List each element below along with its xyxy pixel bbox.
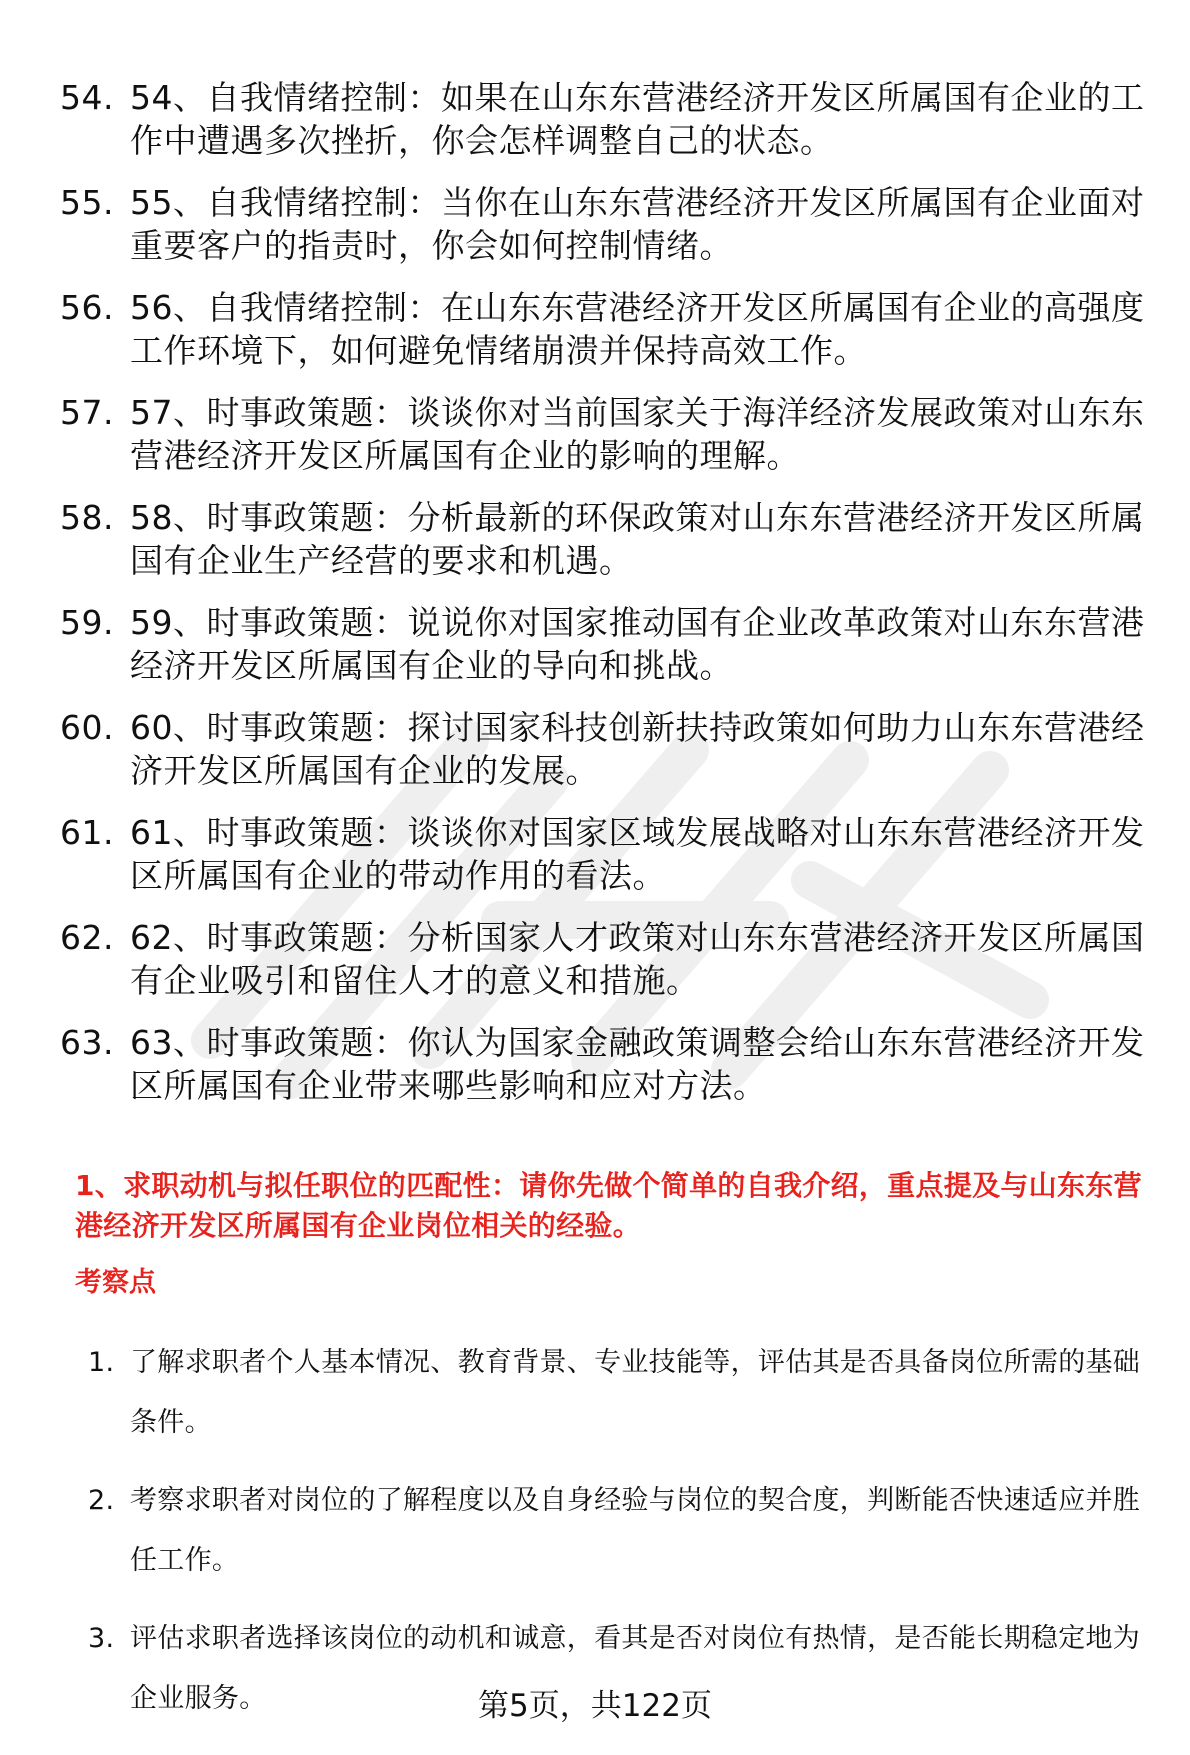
question-number: 54.	[60, 78, 114, 117]
question-number: 63.	[60, 1023, 114, 1062]
question-number: 58.	[60, 498, 114, 537]
list-item	[88, 1333, 1163, 1453]
list-item	[60, 286, 1160, 372]
question-number: 61.	[60, 813, 114, 852]
question-text: 59、时事政策题：说说你对国家推动国有企业改革政策对山东东营港经济开发区所属国有企业的导向和挑战。	[130, 603, 1145, 685]
list-item	[60, 706, 1160, 792]
section-heading: 考察点	[75, 1267, 156, 1298]
question-number: 62.	[60, 918, 114, 957]
point-number: 1.	[88, 1347, 115, 1378]
list-item	[60, 181, 1160, 267]
question-number: 59.	[60, 603, 114, 642]
list-item	[60, 496, 1160, 582]
question-number: 55.	[60, 183, 114, 222]
question-text: 61、时事政策题：谈谈你对国家区域发展战略对山东东营港经济开发区所属国有企业的带动作用的看法。	[130, 813, 1145, 895]
list-item	[60, 601, 1160, 687]
assessment-points-list	[88, 1333, 1163, 1747]
list-item	[60, 916, 1160, 1002]
list-item	[60, 1021, 1160, 1107]
list-item	[60, 811, 1160, 897]
list-item	[60, 391, 1160, 477]
question-number: 56.	[60, 288, 114, 327]
question-text: 55、自我情绪控制：当你在山东东营港经济开发区所属国有企业面对重要客户的指责时，你会如何控制情绪。	[130, 183, 1145, 265]
list-item	[88, 1471, 1163, 1591]
point-text: 了解求职者个人基本情况、教育背景、专业技能等，评估其是否具备岗位所需的基础条件。	[130, 1347, 1141, 1438]
question-text: 54、自我情绪控制：如果在山东东营港经济开发区所属国有企业的工作中遭遇多次挫折，你会怎样调整自己的状态。	[130, 78, 1145, 160]
point-number: 3.	[88, 1623, 115, 1654]
question-text: 63、时事政策题：你认为国家金融政策调整会给山东东营港经济开发区所属国有企业带来哪些影响和应对方法。	[130, 1023, 1145, 1105]
question-text: 58、时事政策题：分析最新的环保政策对山东东营港经济开发区所属国有企业生产经营的要求和机遇。	[130, 498, 1145, 580]
question-text: 57、时事政策题：谈谈你对当前国家关于海洋经济发展政策对山东东营港经济开发区所属国有企业的影响的理解。	[130, 393, 1145, 475]
highlighted-question: 1、求职动机与拟任职位的匹配性：请你先做个简单的自我介绍，重点提及与山东东营港经济开发区所属国有企业岗位相关的经验。	[75, 1169, 1142, 1242]
question-text: 62、时事政策题：分析国家人才政策对山东东营港经济开发区所属国有企业吸引和留住人才的意义和措施。	[130, 918, 1145, 1000]
question-list	[60, 76, 1160, 1126]
point-text: 考察求职者对岗位的了解程度以及自身经验与岗位的契合度，判断能否快速适应并胜任工作。	[130, 1485, 1141, 1576]
point-text: 评估求职者选择该岗位的动机和诚意，看其是否对岗位有热情，是否能长期稳定地为企业服务。	[130, 1623, 1141, 1714]
question-text: 56、自我情绪控制：在山东东营港经济开发区所属国有企业的高强度工作环境下，如何避免情绪崩溃并保持高效工作。	[130, 288, 1145, 370]
point-number: 2.	[88, 1485, 115, 1516]
page-footer: 第5页，共122页	[478, 1688, 712, 1724]
question-number: 60.	[60, 708, 114, 747]
list-item	[60, 76, 1160, 162]
question-text: 60、时事政策题：探讨国家科技创新扶持政策如何助力山东东营港经济开发区所属国有企业的发展。	[130, 708, 1145, 790]
question-number: 57.	[60, 393, 114, 432]
